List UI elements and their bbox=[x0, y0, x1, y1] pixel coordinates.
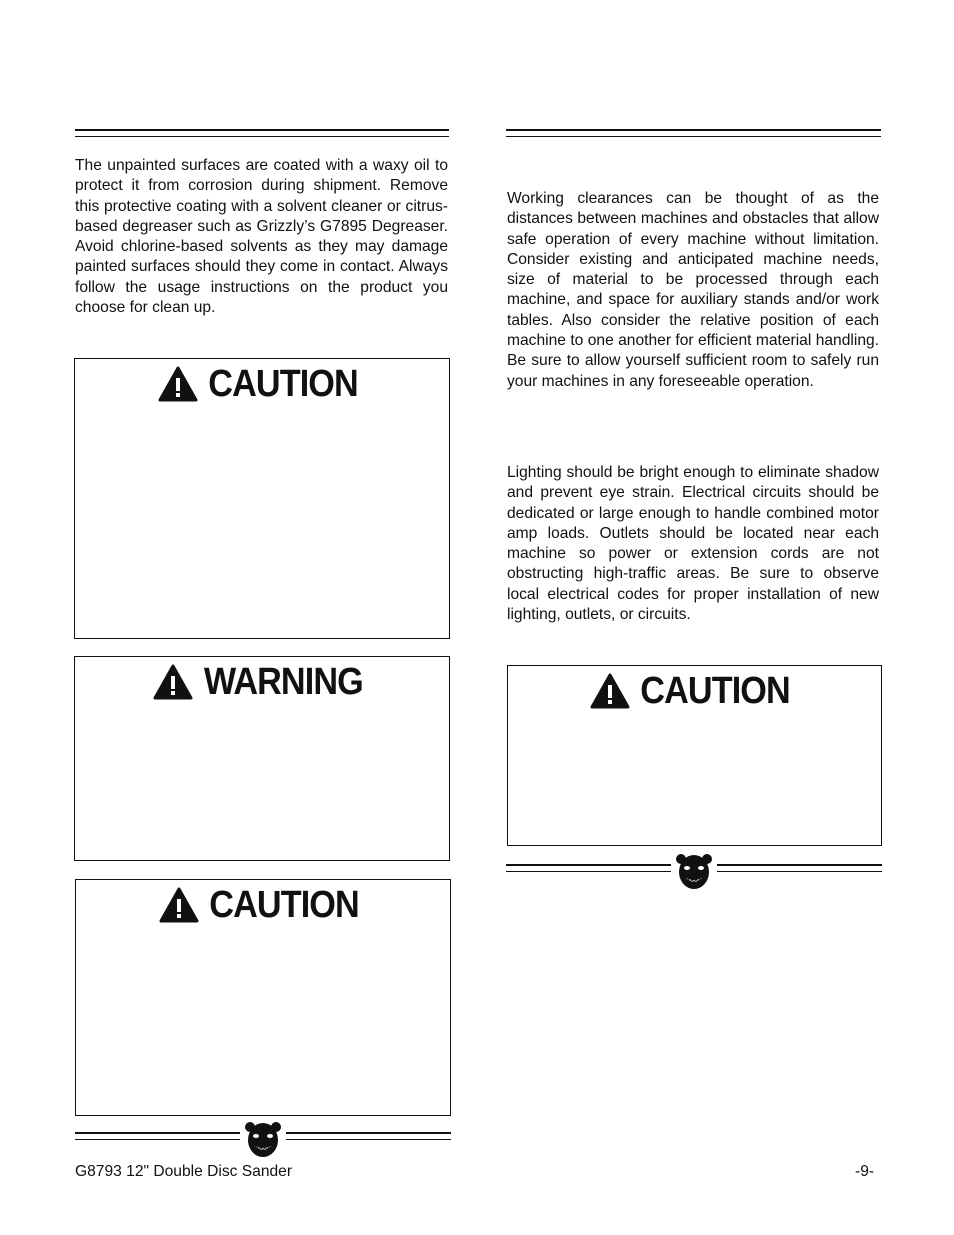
caution-label: CAUTION bbox=[209, 884, 359, 926]
caution-signal-1 bbox=[75, 365, 449, 403]
warning-signal bbox=[75, 663, 449, 701]
warning-triangle-icon bbox=[159, 887, 199, 923]
warning-triangle-icon bbox=[153, 664, 193, 700]
caution-signal-3 bbox=[508, 672, 881, 710]
bear-logo-icon bbox=[243, 1120, 283, 1160]
working-clearances-paragraph: Working clearances can be thought of as the distances between machines and obstacles that allow safe operation of every machine without limitation. Consider existing and anticipated machine needs, size of material to be processed through each machine, and space for auxiliary stands and/or work tables. Also consider the relative position of each machine to one another for efficient material handling. Be sure to allow yourself sufficient room to safely run your machines in any foreseeable operation. bbox=[507, 190, 879, 390]
right-bear-divider bbox=[506, 852, 882, 892]
right-section-rule bbox=[506, 129, 881, 137]
caution-label: CAUTION bbox=[208, 363, 358, 405]
footer-title: G8793 12" Double Disc Sander bbox=[75, 1163, 293, 1180]
warning-triangle-icon bbox=[590, 673, 630, 709]
caution-box-2 bbox=[75, 879, 451, 1116]
caution-box-3 bbox=[507, 665, 882, 846]
lighting-outlets-paragraph: Lighting should be bright enough to eliminate shadow and prevent eye strain. Electrical circuits should be dedicated or large enough to handle combined motor amp loads. Outlets should be located near each machine so power or extension cords are not obstructing high-traffic areas. Be sure to observe local electrical codes for proper installation of new lighting, outlets, or circuits. bbox=[507, 464, 879, 624]
clean-up-paragraph: The unpainted surfaces are coated with a waxy oil to protect it from corrosion during shipment. Remove this protective coating with a solvent cleaner or citrus-based degreaser such as Grizzly’s G7895 Degreaser. Avoid chlorine-based solvents as they may damage painted surfaces should they come in contact. Always follow the usage instructions on the product you choose for clean up. bbox=[75, 157, 448, 317]
caution-box-1 bbox=[74, 358, 450, 639]
caution-label: CAUTION bbox=[640, 670, 791, 712]
left-section-rule bbox=[75, 129, 449, 137]
caution-signal-2 bbox=[76, 886, 450, 924]
warning-triangle-icon bbox=[158, 366, 198, 402]
page-number: -9- bbox=[855, 1163, 875, 1180]
warning-label: WARNING bbox=[203, 661, 363, 703]
warning-box bbox=[74, 656, 450, 861]
bear-logo-icon bbox=[674, 852, 714, 892]
left-bear-divider bbox=[75, 1120, 451, 1160]
